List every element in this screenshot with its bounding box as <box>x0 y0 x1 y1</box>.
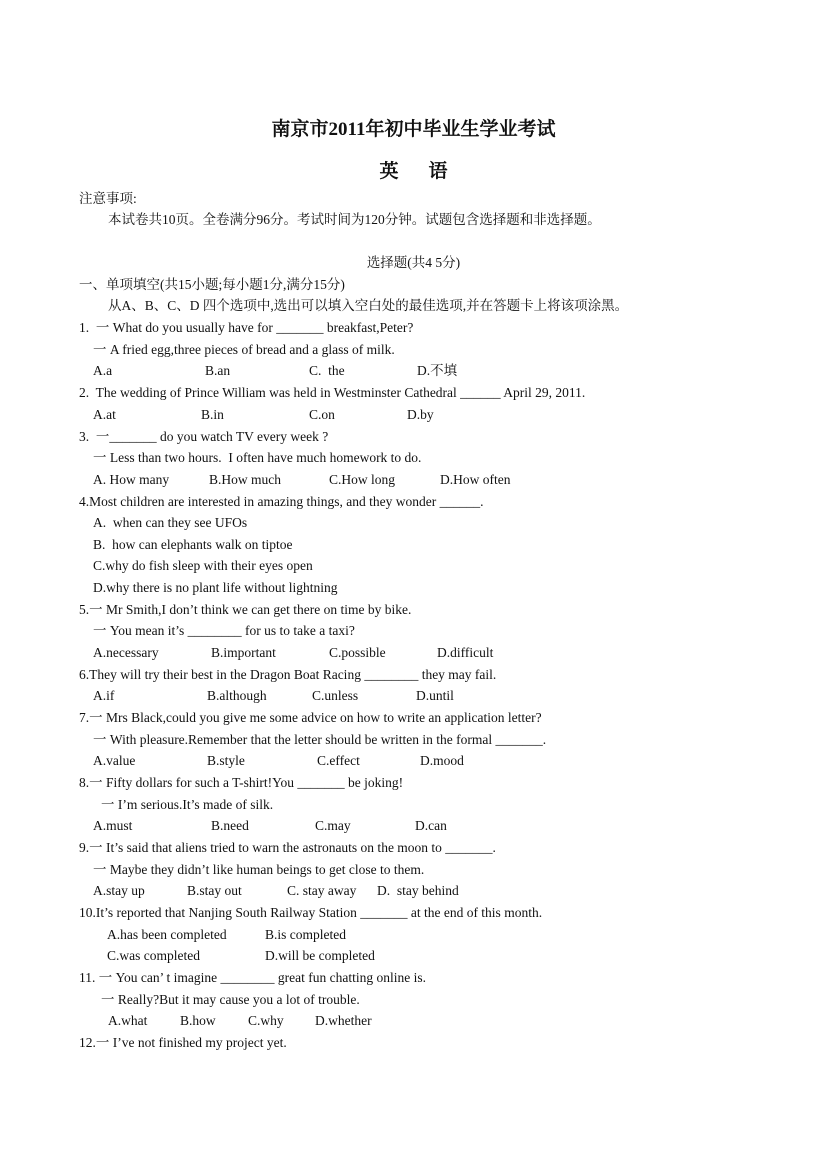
question-9-reply: 一 Maybe they didn’t like human beings to get close to them. <box>93 862 425 877</box>
question-7-option-d: D.mood <box>420 753 464 768</box>
question-3-stem: 3. 一_______ do you watch TV every week ? <box>79 429 329 444</box>
question-11-option-a: A.what <box>108 1013 148 1028</box>
question-3-option-c: C.How long <box>329 472 396 487</box>
question-6-stem: 6.They will try their best in the Dragon Boat Racing ________ they may fail. <box>79 667 497 682</box>
question-6-option-a: A.if <box>93 688 115 703</box>
question-6-option-b: B.although <box>207 688 267 703</box>
question-9-option-b: B.stay out <box>187 883 242 898</box>
question-4-option-a: A. when can they see UFOs <box>93 515 248 530</box>
question-3-reply: 一 Less than two hours. I often have much homework to do. <box>93 450 422 465</box>
question-10-option-a: A.has been completed <box>107 927 227 942</box>
question-10-option-b: B.is completed <box>265 927 346 942</box>
question-7-option-b: B.style <box>207 753 245 768</box>
question-1-reply: 一 A fried egg,three pieces of bread and a glass of milk. <box>93 342 395 357</box>
question-5-reply: 一 You mean it’s ________ for us to take a taxi? <box>93 623 355 638</box>
question-7-reply: 一 With pleasure.Remember that the letter should be written in the formal _______. <box>93 732 547 747</box>
question-2-option-a: A.at <box>93 407 116 422</box>
question-3-option-b: B.How much <box>209 472 281 487</box>
question-8-option-b: B.need <box>211 818 249 833</box>
question-6-option-c: C.unless <box>312 688 359 703</box>
question-2-option-c: C.on <box>309 407 335 422</box>
question-4-option-d: D.why there is no plant life without lightning <box>93 580 338 595</box>
question-1-option-a: A.a <box>93 363 113 378</box>
question-10-stem: 10.It’s reported that Nanjing South Railway Station _______ at the end of this month. <box>79 905 543 920</box>
question-1-option-d: D.不填 <box>417 363 458 378</box>
question-6-option-d: D.until <box>416 688 454 703</box>
question-4-stem: 4.Most children are interested in amazing things, and they wonder ______. <box>79 494 484 509</box>
question-3-option-a: A. How many <box>93 472 170 487</box>
question-3-option-d: D.How often <box>440 472 511 487</box>
question-7-stem: 7.一 Mrs Black,could you give me some advice on how to write an application letter? <box>79 710 542 725</box>
question-9-option-c: C. stay away <box>287 883 357 898</box>
question-9-option-a: A.stay up <box>93 883 145 898</box>
question-1-option-b: B.an <box>205 363 231 378</box>
question-2-option-d: D.by <box>407 407 434 422</box>
question-11-reply: 一 Really?But it may cause you a lot of trouble. <box>101 992 360 1007</box>
part-instruction: 从A、B、C、D 四个选项中,选出可以填入空白处的最佳选项,并在答题卡上将该项涂黑。 <box>108 298 629 313</box>
question-11-option-d: D.whether <box>315 1013 372 1028</box>
question-11-option-b: B.how <box>180 1013 216 1028</box>
part-heading: 一、单项填空(共15小题;每小题1分,满分15分) <box>79 277 345 292</box>
section-heading: 选择题(共4 5分) <box>366 255 461 270</box>
question-8-option-c: C.may <box>315 818 351 833</box>
question-8-option-d: D.can <box>415 818 447 833</box>
exam-title: 南京市2011年初中毕业生学业考试 <box>271 119 556 140</box>
question-4-option-b: B. how can elephants walk on tiptoe <box>93 537 293 552</box>
question-8-stem: 8.一 Fifty dollars for such a T-shirt!You _______ be joking! <box>79 775 404 790</box>
question-2-stem: 2. The wedding of Prince William was held in Westminster Cathedral ______ April 29, 2011. <box>79 385 586 400</box>
question-10-option-d: D.will be completed <box>265 948 375 963</box>
question-8-reply: 一 I’m serious.It’s made of silk. <box>101 797 274 812</box>
question-4-option-c: C.why do fish sleep with their eyes open <box>93 558 313 573</box>
question-10-option-c: C.was completed <box>107 948 200 963</box>
question-5-option-a: A.necessary <box>93 645 159 660</box>
question-11-option-c: C.why <box>248 1013 284 1028</box>
question-9-stem: 9.一 It’s said that aliens tried to warn the astronauts on the moon to _______. <box>79 840 496 855</box>
question-7-option-a: A.value <box>93 753 136 768</box>
notice-text: 本试卷共10页。全卷满分96分。考试时间为120分钟。试题包含选择题和非选择题。 <box>108 212 601 227</box>
question-5-stem: 5.一 Mr Smith,I don’t think we can get there on time by bike. <box>79 602 412 617</box>
question-8-option-a: A.must <box>93 818 133 833</box>
question-11-stem: 11. 一 You can’ t imagine ________ great fun chatting online is. <box>79 970 426 985</box>
question-9-option-d: D. stay behind <box>377 883 459 898</box>
question-1-stem: 1. 一 What do you usually have for _______ breakfast,Peter? <box>79 320 414 335</box>
question-5-option-c: C.possible <box>329 645 386 660</box>
question-5-option-d: D.difficult <box>437 645 494 660</box>
question-5-option-b: B.important <box>211 645 276 660</box>
subject-title: 英语 <box>379 161 478 182</box>
notice-label: 注意事项: <box>79 191 137 206</box>
question-1-option-c: C. the <box>309 363 345 378</box>
question-7-option-c: C.effect <box>317 753 360 768</box>
question-12-stem: 12.一 I’ve not finished my project yet. <box>79 1035 287 1050</box>
question-2-option-b: B.in <box>201 407 224 422</box>
